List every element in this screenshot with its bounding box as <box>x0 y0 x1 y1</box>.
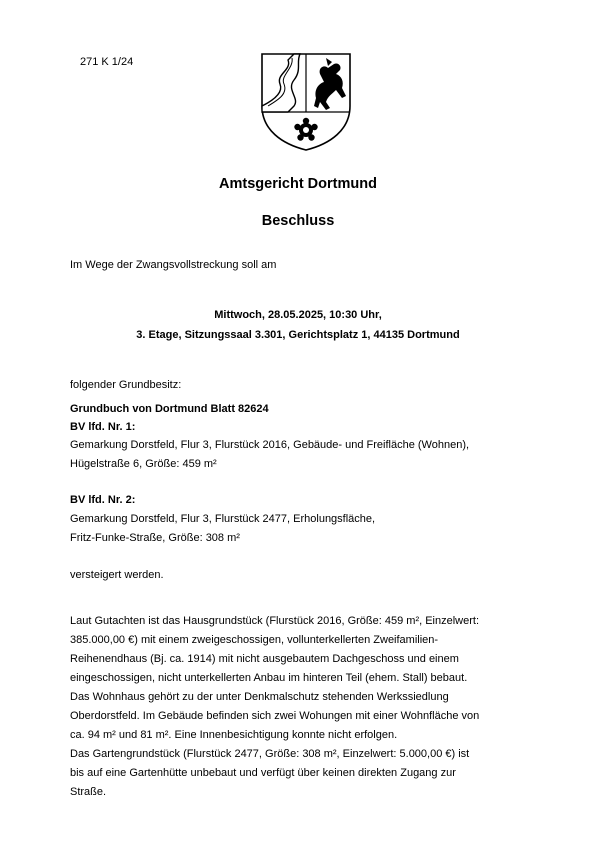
description-2-line: bis auf eine Gartenhütte unbebaut und verfügt über keinen direkten Zugang zur <box>70 767 456 779</box>
item-1-line-2: Hügelstraße 6, Größe: 459 m² <box>70 458 217 470</box>
description-2-line: Das Gartengrundstück (Flurstück 2477, Größe: 308 m², Einzelwert: 5.000,00 €) ist <box>70 748 470 760</box>
description-1-line: Laut Gutachten ist das Hausgrundstück (Flurstück 2016, Größe: 459 m², Einzelwert: <box>70 615 480 627</box>
item-2-line-1: Gemarkung Dorstfeld, Flur 3, Flurstück 2477, Erholungsfläche, <box>70 513 376 525</box>
hearing-date: Mittwoch, 28.05.2025, 10:30 Uhr, <box>214 309 382 321</box>
description-2-line: Straße. <box>70 786 107 798</box>
description-1-line: Das Wohnhaus gehört zu der unter Denkmalschutz stehenden Werkssiedlung <box>70 691 449 703</box>
description-1-line: ca. 94 m² und 81 m². Eine Innenbesichtigung konnte nicht erfolgen. <box>70 729 398 741</box>
item-1-label: BV lfd. Nr. 1: <box>70 421 136 433</box>
description-1-line: eingeschossigen, nicht unterkellerten Anbau im hinteren Teil (ehem. Stall) bebaut. <box>70 672 468 684</box>
court-name: Amtsgericht Dortmund <box>219 176 377 192</box>
auction-note: versteigert werden. <box>70 569 164 581</box>
description-paragraph-1 <box>70 612 479 745</box>
description-paragraph-2 <box>70 745 469 802</box>
property-intro: folgender Grundbesitz: <box>70 379 182 391</box>
case-reference: 271 K 1/24 <box>80 56 134 68</box>
description-1-line: Oberdorstfeld. Im Gebäude befinden sich zwei Wohungen mit einer Wohnfläche von <box>70 710 480 722</box>
item-2-line-2: Fritz-Funke-Straße, Größe: 308 m² <box>70 532 240 544</box>
hearing-location: 3. Etage, Sitzungssaal 3.301, Gerichtsplatz 1, 44135 Dortmund <box>136 329 460 341</box>
description-1-line: 385.000,00 €) mit einem zweigeschossigen, vollunterkellerten Zweifamilien- <box>70 634 439 646</box>
nrw-coat-of-arms-icon <box>256 50 356 152</box>
item-2-label: BV lfd. Nr. 2: <box>70 494 136 506</box>
land-register-entry: Grundbuch von Dortmund Blatt 82624 <box>70 403 269 415</box>
intro-text: Im Wege der Zwangsvollstreckung soll am <box>70 259 277 271</box>
item-1-line-1: Gemarkung Dorstfeld, Flur 3, Flurstück 2016, Gebäude- und Freifläche (Wohnen), <box>70 439 470 451</box>
document-title: Beschluss <box>261 213 335 229</box>
description-1-line: Reihenendhaus (Bj. ca. 1914) mit nicht ausgebautem Dachgeschoss und einem <box>70 653 459 665</box>
